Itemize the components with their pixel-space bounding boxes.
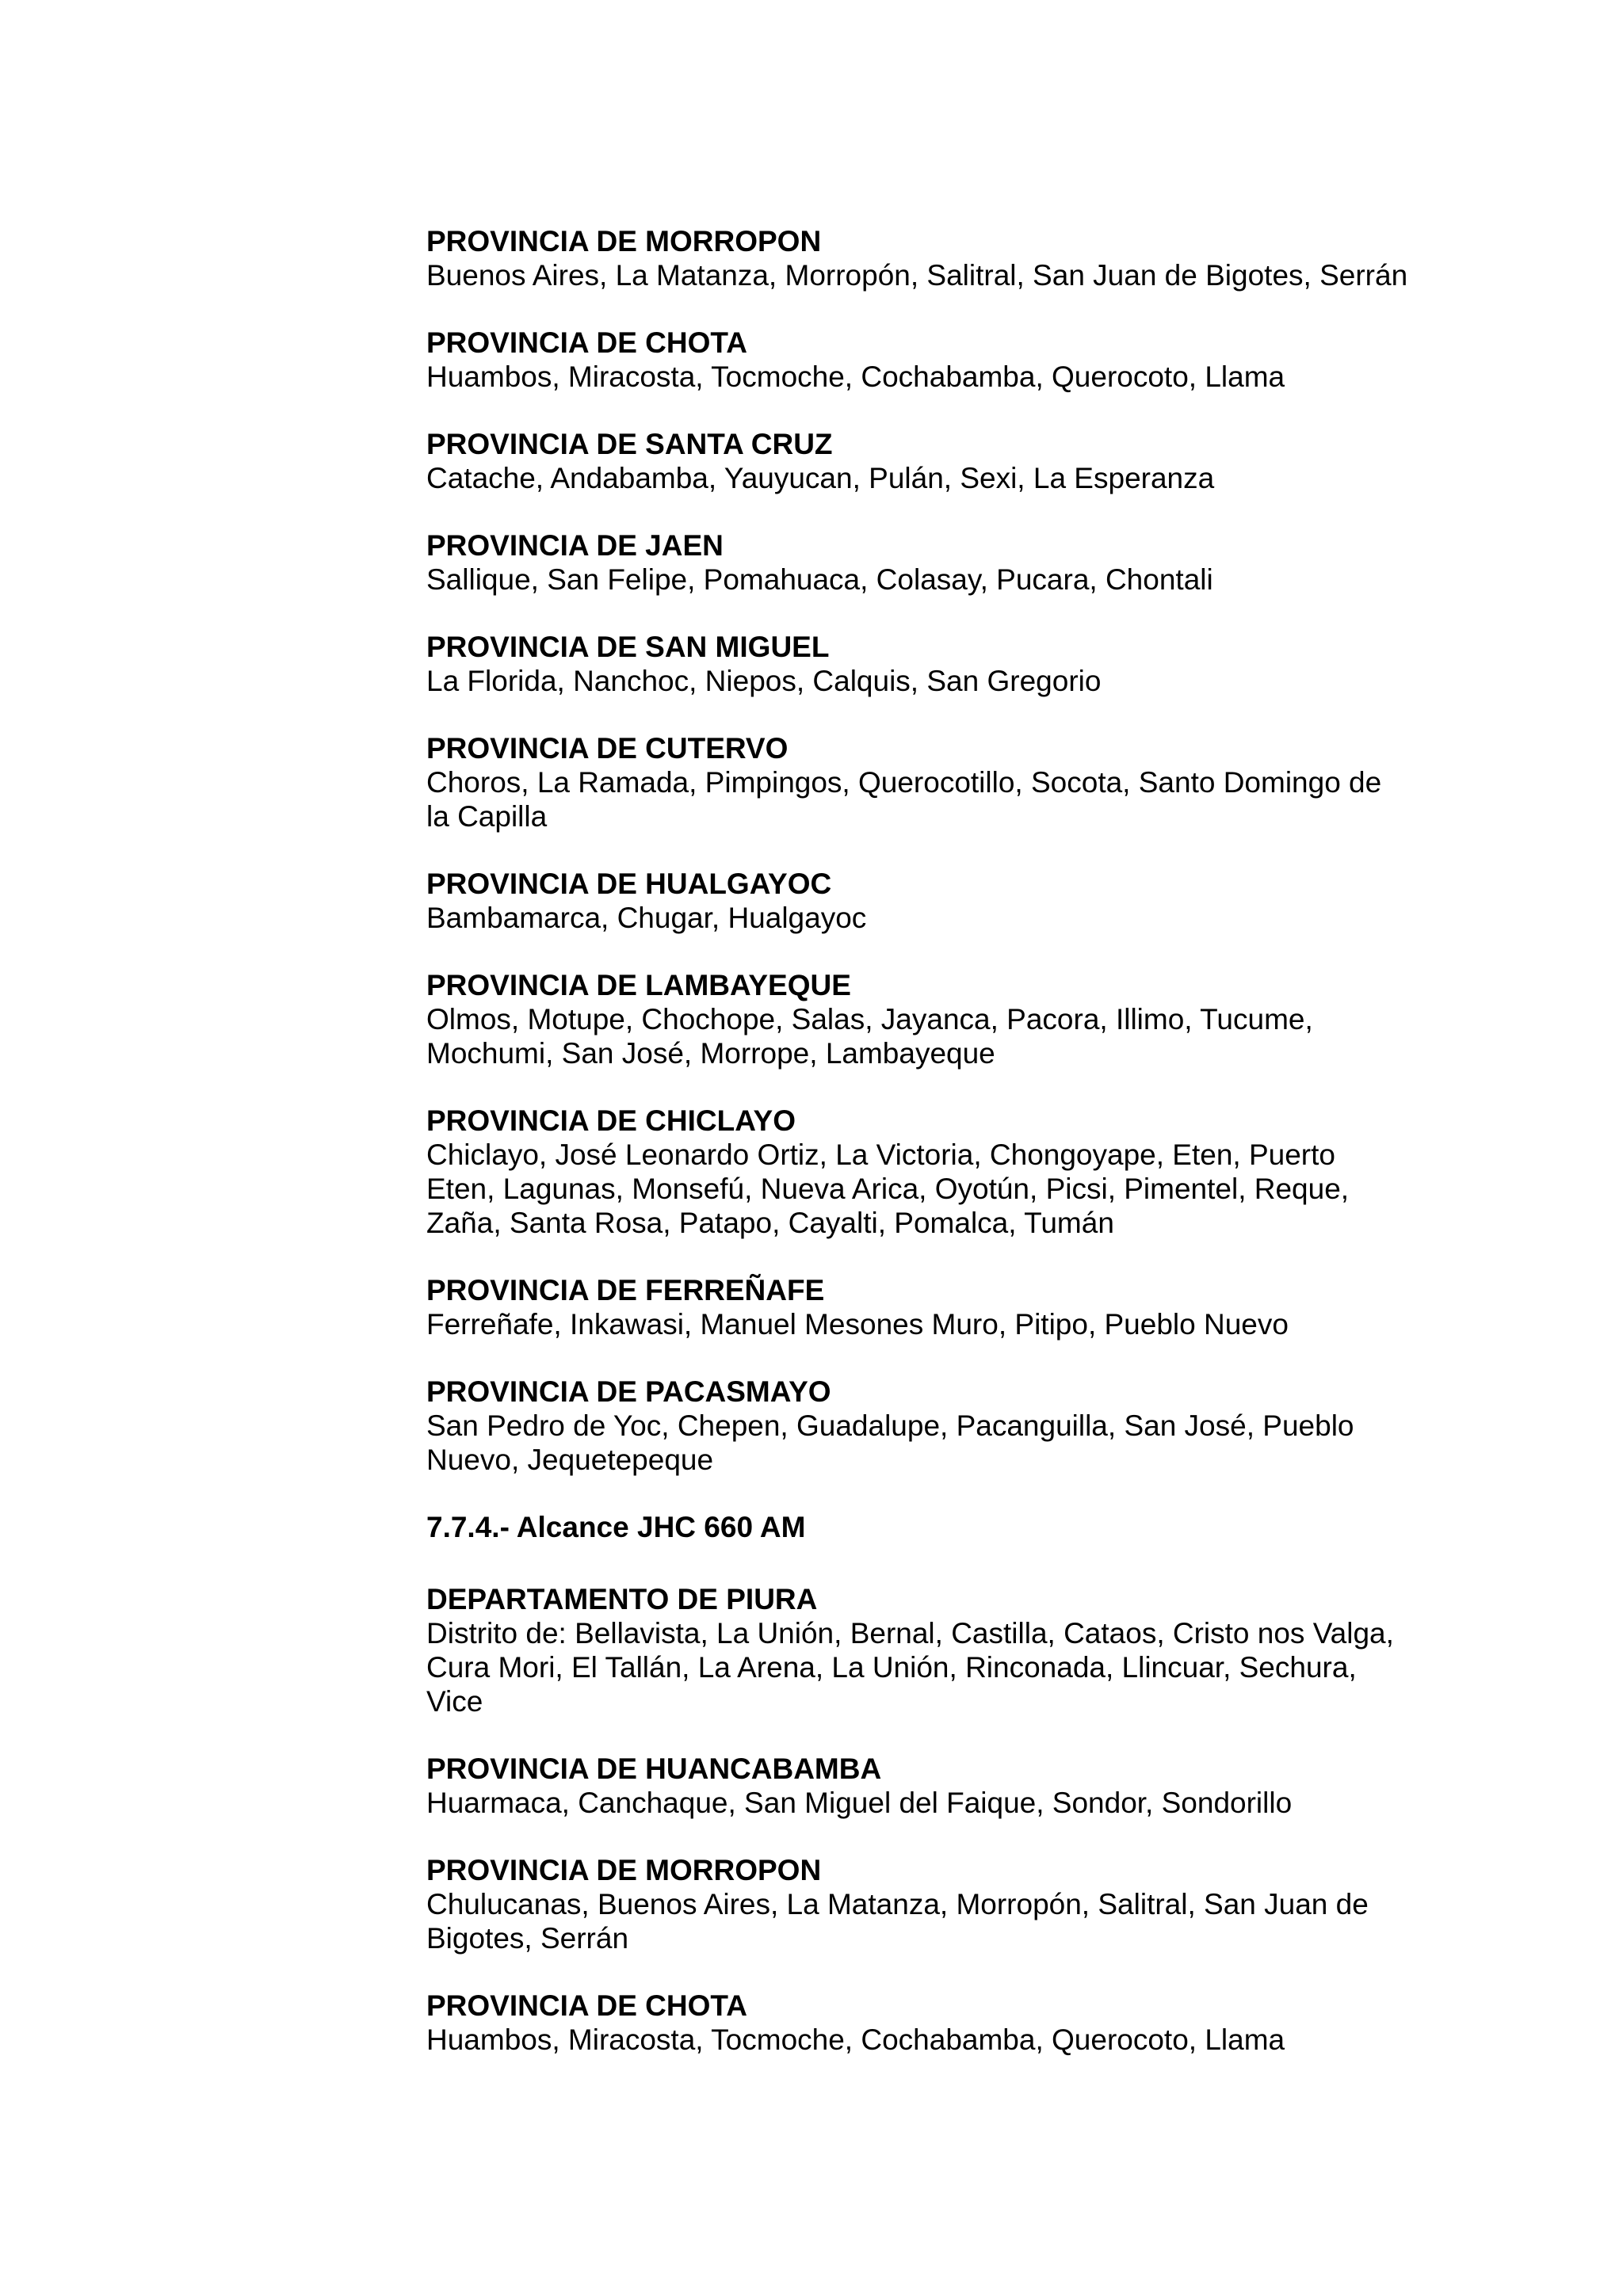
province-heading: PROVINCIA DE SAN MIGUEL [426,631,830,663]
district-list: Choros, La Ramada, Pimpingos, Querocotillo, Socota, Santo Domingo de la Capilla [426,766,1382,833]
district-list: Bambamarca, Chugar, Hualgayoc [426,902,867,934]
province-heading: PROVINCIA DE CHICLAYO [426,1104,796,1137]
province-heading: PROVINCIA DE CHOTA [426,326,747,359]
district-list: Distrito de: Bellavista, La Unión, Bernal, Castilla, Cataos, Cristo nos Valga, Cura Mori, El Tallán, La Arena, La Unión, Rinconada, Llincuar, Sechura, Vice [426,1617,1394,1718]
province-block [426,867,1409,935]
province-block [426,731,1409,833]
province-heading: PROVINCIA DE SANTA CRUZ [426,428,833,460]
province-heading: PROVINCIA DE LAMBAYEQUE [426,969,851,1001]
document-content [426,224,1409,2090]
province-block [426,1375,1409,1477]
province-heading: PROVINCIA DE CHOTA [426,1989,747,2022]
province-heading: PROVINCIA DE JAEN [426,529,724,562]
department-block [426,1582,1409,1718]
province-heading: PROVINCIA DE PACASMAYO [426,1375,831,1408]
department-heading: DEPARTAMENTO DE PIURA [426,1583,818,1615]
province-heading: PROVINCIA DE HUANCABAMBA [426,1753,882,1785]
province-block [426,326,1409,394]
province-block [426,528,1409,597]
district-list: Chiclayo, José Leonardo Ortiz, La Victoria, Chongoyape, Eten, Puerto Eten, Lagunas, Monsefú, Nueva Arica, Oyotún, Picsi, Pimentel, Reque, Zaña, Santa Rosa, Patapo, Cayalti, Pomalca, Tumán [426,1138,1350,1239]
province-block [426,1989,1409,2057]
province-block [426,427,1409,495]
province-heading: PROVINCIA DE CUTERVO [426,732,789,765]
district-list: Olmos, Motupe, Chochope, Salas, Jayanca, Pacora, Illimo, Tucume, Mochumi, San José, Morrope, Lambayeque [426,1003,1313,1070]
district-list: Huambos, Miracosta, Tocmoche, Cochabamba, Querocoto, Llama [426,2023,1285,2056]
district-list: San Pedro de Yoc, Chepen, Guadalupe, Pacanguilla, San José, Pueblo Nuevo, Jequetepeque [426,1409,1354,1476]
district-list: Ferreñafe, Inkawasi, Manuel Mesones Muro, Pitipo, Pueblo Nuevo [426,1308,1289,1341]
district-list: Sallique, San Felipe, Pomahuaca, Colasay, Pucara, Chontali [426,563,1213,596]
province-block [426,968,1409,1070]
province-heading: PROVINCIA DE FERREÑAFE [426,1274,825,1306]
district-list: La Florida, Nanchoc, Niepos, Calquis, San Gregorio [426,665,1102,697]
district-list: Chulucanas, Buenos Aires, La Matanza, Morropón, Salitral, San Juan de Bigotes, Serrán [426,1888,1369,1955]
province-block [426,1752,1409,1820]
province-heading: PROVINCIA DE HUALGAYOC [426,868,832,900]
section-title: 7.7.4.- Alcance JHC 660 AM [426,1511,806,1543]
district-list: Huarmaca, Canchaque, San Miguel del Faique, Sondor, Sondorillo [426,1787,1293,1819]
province-block [426,1853,1409,1955]
district-list: Catache, Andabamba, Yauyucan, Pulán, Sexi, La Esperanza [426,462,1215,494]
province-block [426,1273,1409,1341]
province-block [426,1104,1409,1240]
province-block [426,224,1409,292]
province-heading: PROVINCIA DE MORROPON [426,1854,822,1886]
province-heading: PROVINCIA DE MORROPON [426,225,822,257]
district-list: Buenos Aires, La Matanza, Morropón, Salitral, San Juan de Bigotes, Serrán [426,259,1408,292]
district-list: Huambos, Miracosta, Tocmoche, Cochabamba, Querocoto, Llama [426,360,1285,393]
province-block [426,630,1409,698]
